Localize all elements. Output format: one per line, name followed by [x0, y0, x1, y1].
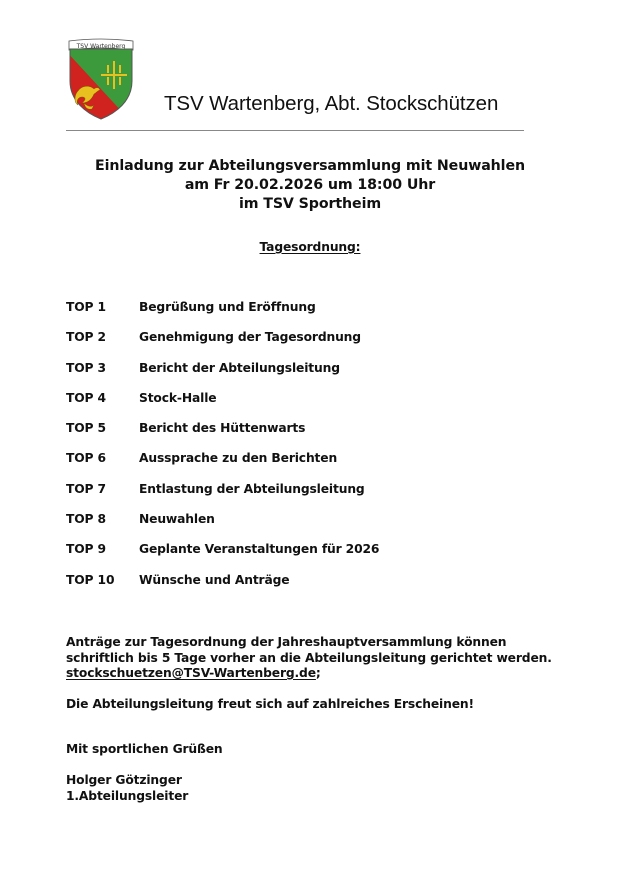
signer-name: Holger Götzinger	[66, 773, 182, 787]
agenda-item-text: Entlastung der Abteilungsleitung	[139, 481, 365, 496]
org-title: TSV Wartenberg, Abt. Stockschützen	[164, 92, 499, 115]
agenda-item-text: Geplante Veranstaltungen für 2026	[139, 542, 380, 557]
notice-email-line	[66, 666, 552, 682]
agenda-item-text: Genehmigung der Tagesordnung	[139, 330, 361, 345]
header-divider	[66, 130, 524, 131]
agenda-heading-text: Tagesordnung:	[259, 240, 361, 254]
agenda-item-text: Begrüßung und Eröffnung	[139, 300, 316, 314]
agenda-item-number: TOP 6	[66, 451, 106, 466]
agenda-item-text: Bericht des Hüttenwarts	[139, 421, 306, 436]
agenda-item-number: TOP 3	[66, 360, 106, 375]
agenda-item-number: TOP 7	[66, 481, 106, 496]
agenda-item-number: TOP 4	[66, 390, 106, 405]
agenda-item-number: TOP 10	[66, 572, 115, 587]
headline-line-1: Einladung zur Abteilungsversammlung mit Neuwahlen	[95, 158, 525, 174]
agenda-item-number: TOP 1	[66, 300, 106, 314]
invitation-headline	[0, 157, 620, 214]
shield-icon	[66, 37, 136, 121]
headline-line-3: im TSV Sportheim	[238, 196, 382, 212]
logo-banner-text: TSV Wartenberg	[76, 43, 126, 50]
closing-sentence: Die Abteilungsleitung freut sich auf zahlreiches Erscheinen!	[66, 697, 474, 711]
email-link[interactable]: stockschuetzen@TSV-Wartenberg.de	[66, 666, 316, 680]
agenda-item-text: Wünsche und Anträge	[139, 572, 290, 587]
agenda-item-text: Neuwahlen	[139, 512, 215, 527]
agenda-heading	[0, 240, 620, 254]
agenda-item-text: Stock-Halle	[139, 390, 217, 405]
signer-role: 1.Abteilungsleiter	[66, 789, 189, 803]
greeting: Mit sportlichen Grüßen	[66, 742, 223, 756]
motions-notice	[66, 635, 552, 682]
notice-line-2: schriftlich bis 5 Tage vorher an die Abteilungsleitung gerichtet werden.	[66, 650, 552, 665]
headline-line-2: am Fr 20.02.2026 um 18:00 Uhr	[184, 177, 436, 193]
agenda-item-text: Aussprache zu den Berichten	[139, 451, 338, 466]
signature	[66, 772, 188, 804]
notice-line-1: Anträge zur Tagesordnung der Jahreshauptversammlung können	[66, 635, 507, 649]
agenda-item-number: TOP 2	[66, 330, 106, 345]
agenda-item-text: Bericht der Abteilungsleitung	[139, 360, 340, 375]
club-logo	[66, 37, 136, 121]
agenda-item-number: TOP 5	[66, 421, 106, 436]
agenda-item-number: TOP 8	[66, 512, 106, 527]
agenda-item-number: TOP 9	[66, 542, 106, 557]
email-suffix: ;	[315, 666, 321, 680]
